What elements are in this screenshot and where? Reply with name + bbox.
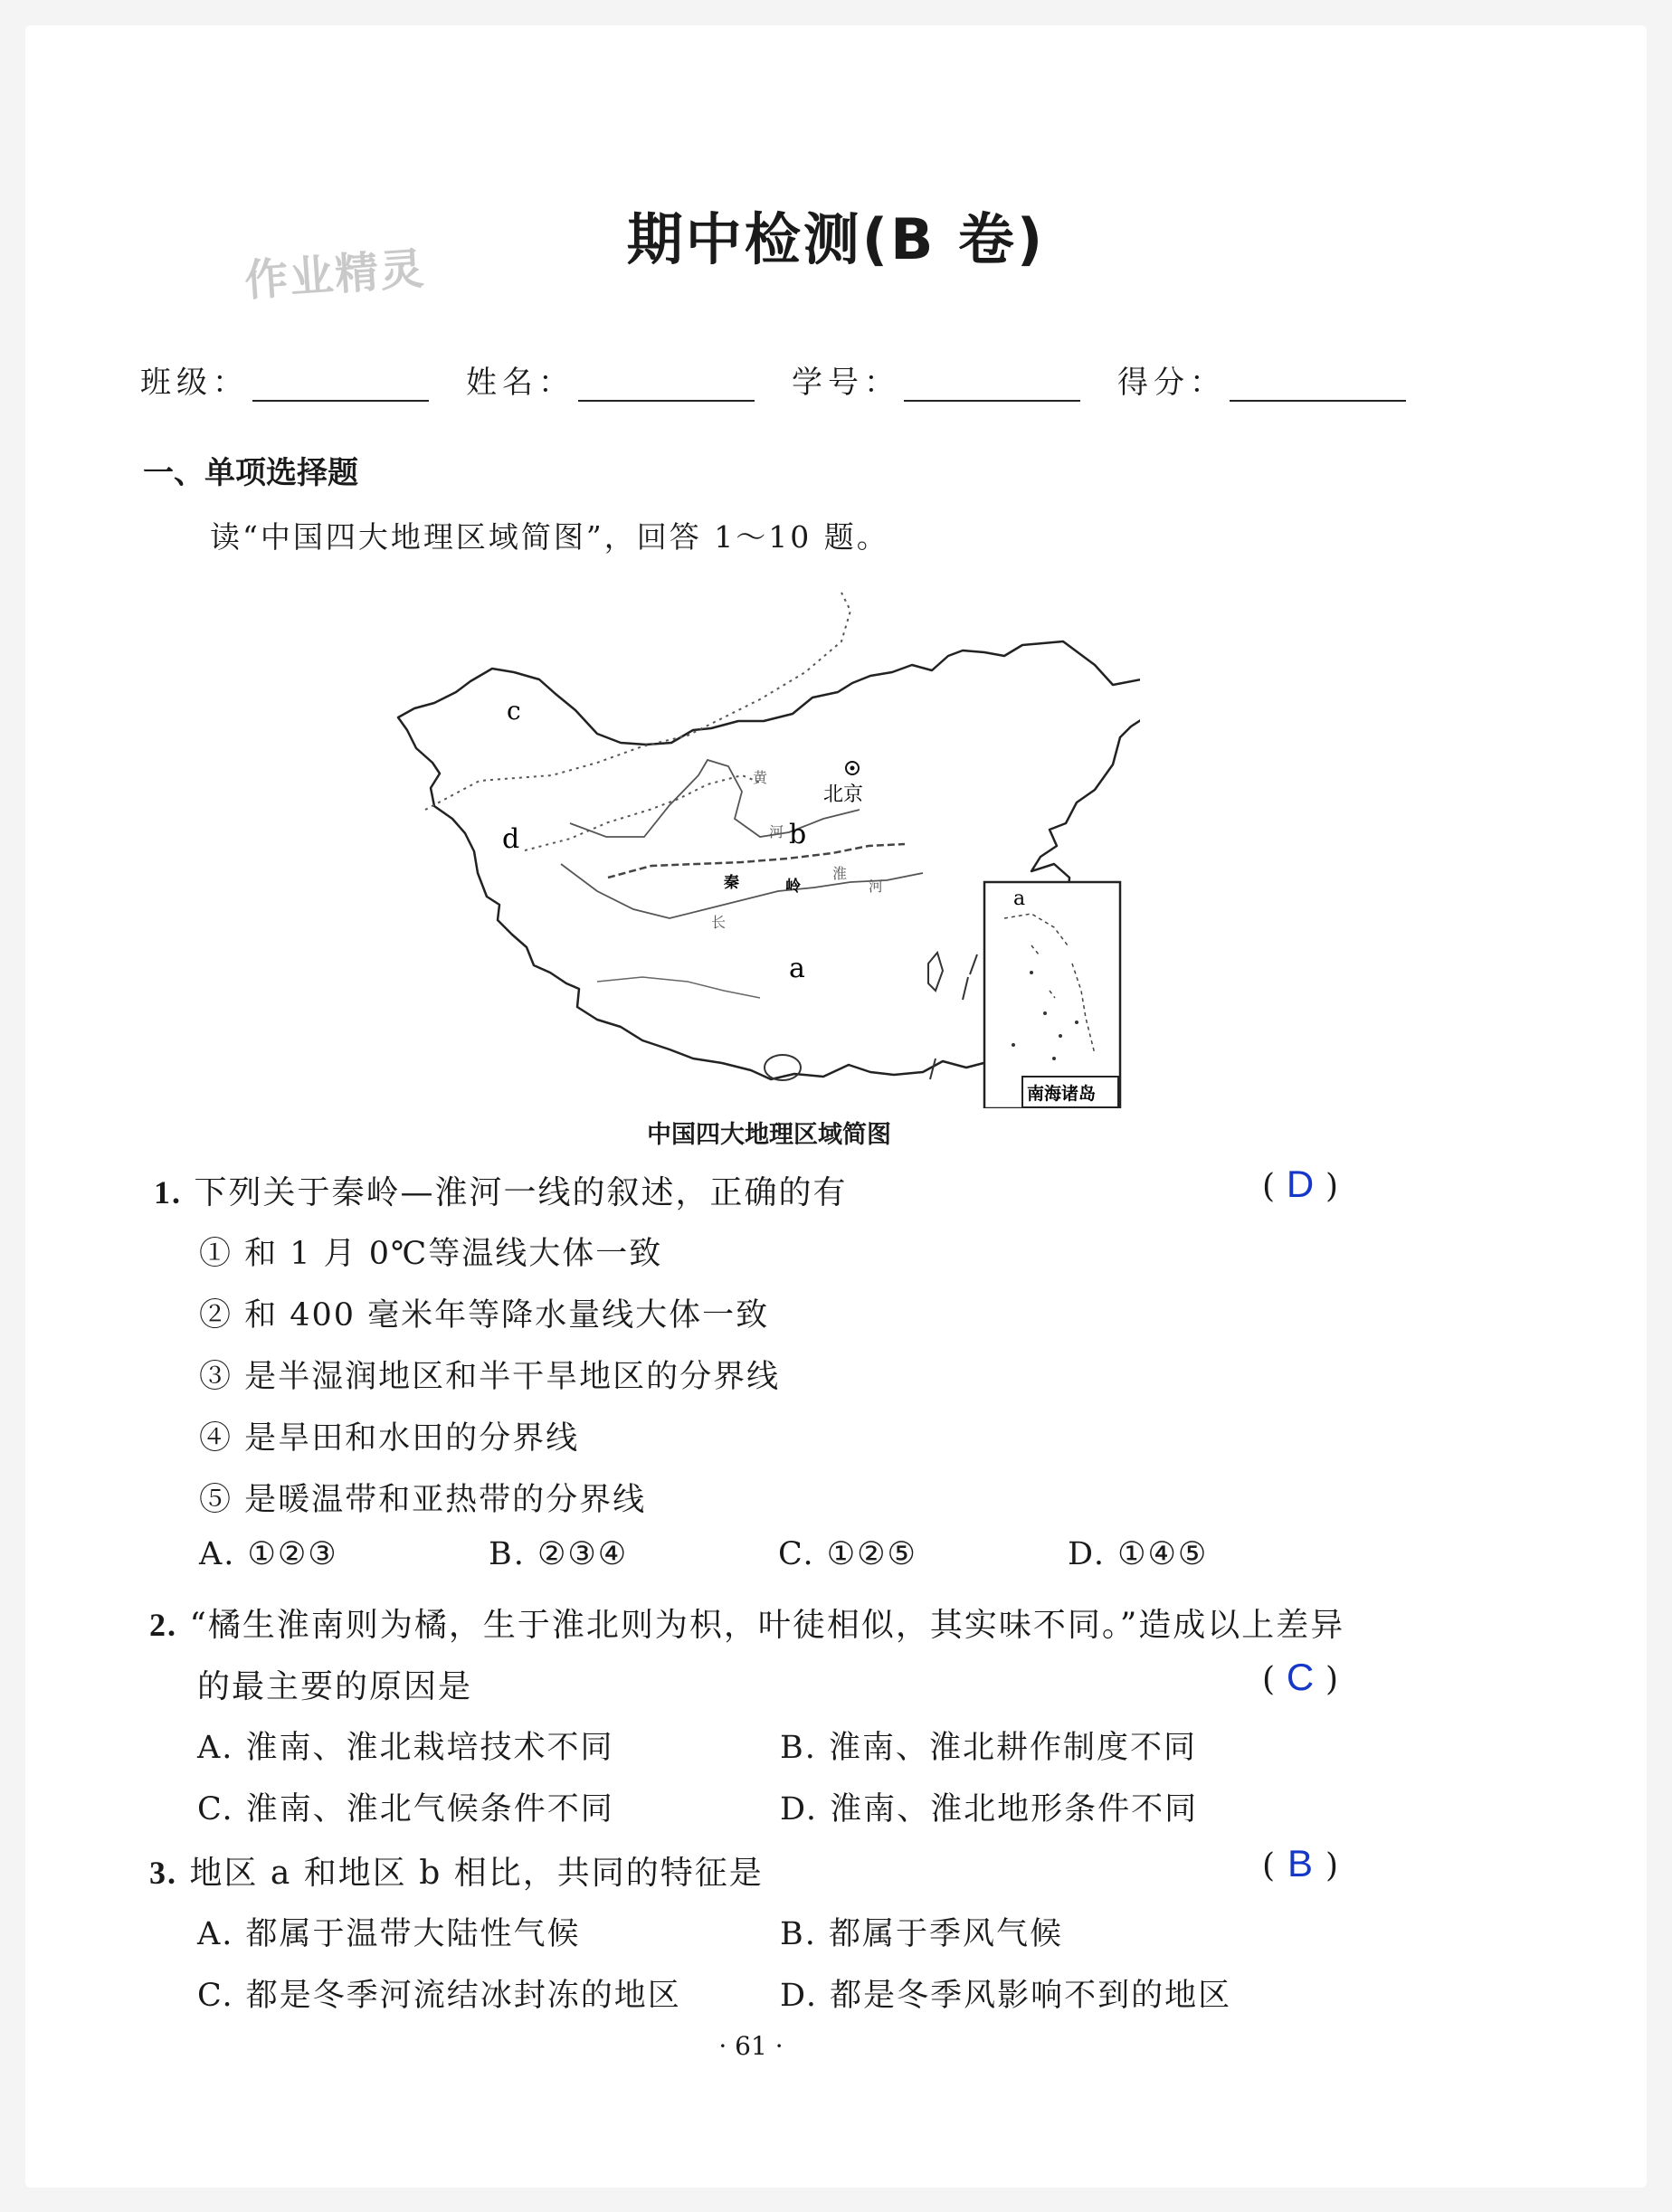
question-3-stem: 地区 a 和地区 b 相比，共同的特征是	[189, 1855, 764, 1892]
student-id-label: 学号：	[792, 365, 900, 401]
huai-river-label-2: 河	[869, 878, 884, 895]
question-2	[149, 1600, 1344, 1646]
statement-4: ④ 是旱田和水田的分界线	[199, 1420, 580, 1457]
q2-option-d: D. 淮南、淮北地形条件不同	[780, 1791, 1199, 1828]
statement-5: ⑤ 是暖温带和亚热带的分界线	[199, 1482, 647, 1518]
yellow-river	[570, 760, 860, 837]
intro-text: 读“中国四大地理区域简图”，回答 1～10 题。	[210, 519, 889, 555]
q3-option-d: D. 都是冬季风影响不到的地区	[780, 1978, 1232, 2014]
score-label: 得分：	[1117, 365, 1226, 401]
q1-option-d: D. ①④⑤	[1068, 1536, 1209, 1572]
name-field	[466, 357, 755, 402]
region-label-b: b	[789, 819, 807, 850]
answer-box-3: ( B )	[1262, 1842, 1339, 1884]
q1-option-b: B. ②③④	[489, 1536, 629, 1572]
inset-region-label: a	[1013, 888, 1026, 910]
q1-option-c: C. ①②⑤	[778, 1536, 917, 1572]
qinling-label-2: 岭	[785, 878, 801, 896]
china-regions-map	[380, 565, 1140, 1108]
region-label-d: d	[502, 823, 520, 855]
q3-option-a: A. 都属于温带大陆性气候	[197, 1916, 581, 1952]
region-label-a: a	[789, 953, 805, 984]
plateau-boundary	[525, 775, 760, 850]
pearl-river	[597, 977, 760, 998]
statement-1: ① 和 1 月 0℃等温线大体一致	[199, 1236, 663, 1272]
huai-river-label-1: 淮	[832, 865, 848, 882]
class-blank[interactable]	[252, 367, 429, 402]
map-caption: 中国四大地理区域简图	[647, 1121, 891, 1149]
inset-label: 南海诸岛	[1027, 1084, 1097, 1104]
question-1-number: 1.	[154, 1174, 182, 1210]
qinling-huaihe-line	[608, 844, 905, 878]
score-field	[1117, 357, 1406, 402]
class-field	[140, 357, 429, 402]
yellow-river-label-2: 河	[769, 823, 784, 840]
beijing-label: 北京	[823, 783, 864, 806]
south-china-sea-inset	[984, 882, 1120, 1108]
yellow-river-label-1: 黄	[753, 769, 768, 786]
name-label: 姓名：	[466, 365, 575, 401]
yangtze-label: 长	[711, 914, 727, 931]
q3-option-c: C. 都是冬季河流结冰封冻的地区	[197, 1978, 681, 2014]
north-northwest-boundary	[425, 593, 850, 810]
name-blank[interactable]	[578, 367, 755, 402]
region-label-c: c	[507, 696, 521, 726]
question-3-number: 3.	[149, 1855, 177, 1891]
q2-option-b: B. 淮南、淮北耕作制度不同	[780, 1730, 1197, 1766]
question-2-number: 2.	[149, 1607, 177, 1643]
question-1	[154, 1167, 847, 1213]
question-1-stem: 下列关于秦岭—淮河一线的叙述，正确的有	[194, 1174, 848, 1211]
q2-option-c: C. 淮南、淮北气候条件不同	[197, 1791, 614, 1828]
section-title: 一、单项选择题	[143, 455, 358, 491]
answer-1: D	[1286, 1163, 1315, 1205]
answer-3: B	[1287, 1842, 1314, 1884]
answer-box-2: ( C )	[1262, 1656, 1339, 1698]
q2-option-a: A. 淮南、淮北栽培技术不同	[197, 1730, 614, 1766]
page-number: · 61 ·	[718, 2031, 784, 2061]
answer-2: C	[1286, 1656, 1315, 1698]
taiwan-island	[928, 953, 943, 991]
statement-3: ③ 是半湿润地区和半干旱地区的分界线	[199, 1359, 781, 1395]
watermark: 作业精灵	[242, 243, 428, 307]
student-id-blank[interactable]	[904, 367, 1080, 402]
answer-box-1: ( D )	[1262, 1163, 1339, 1205]
q1-option-a: A. ①②③	[199, 1536, 338, 1572]
statement-2: ② 和 400 毫米年等降水量线大体一致	[199, 1297, 770, 1334]
qinling-label-1: 秦	[724, 874, 739, 892]
question-2-stem-line2: 的最主要的原因是	[197, 1668, 473, 1705]
student-id-field	[792, 357, 1080, 402]
score-blank[interactable]	[1230, 367, 1406, 402]
q3-option-b: B. 都属于季风气候	[780, 1916, 1063, 1952]
class-label: 班级：	[140, 365, 249, 401]
question-2-stem: “橘生淮南则为橘，生于淮北则为枳，叶徒相似，其实味不同。”造成以上差异	[189, 1607, 1345, 1644]
page-title: 期中检测(B 卷)	[626, 206, 1046, 272]
question-3	[149, 1847, 764, 1894]
